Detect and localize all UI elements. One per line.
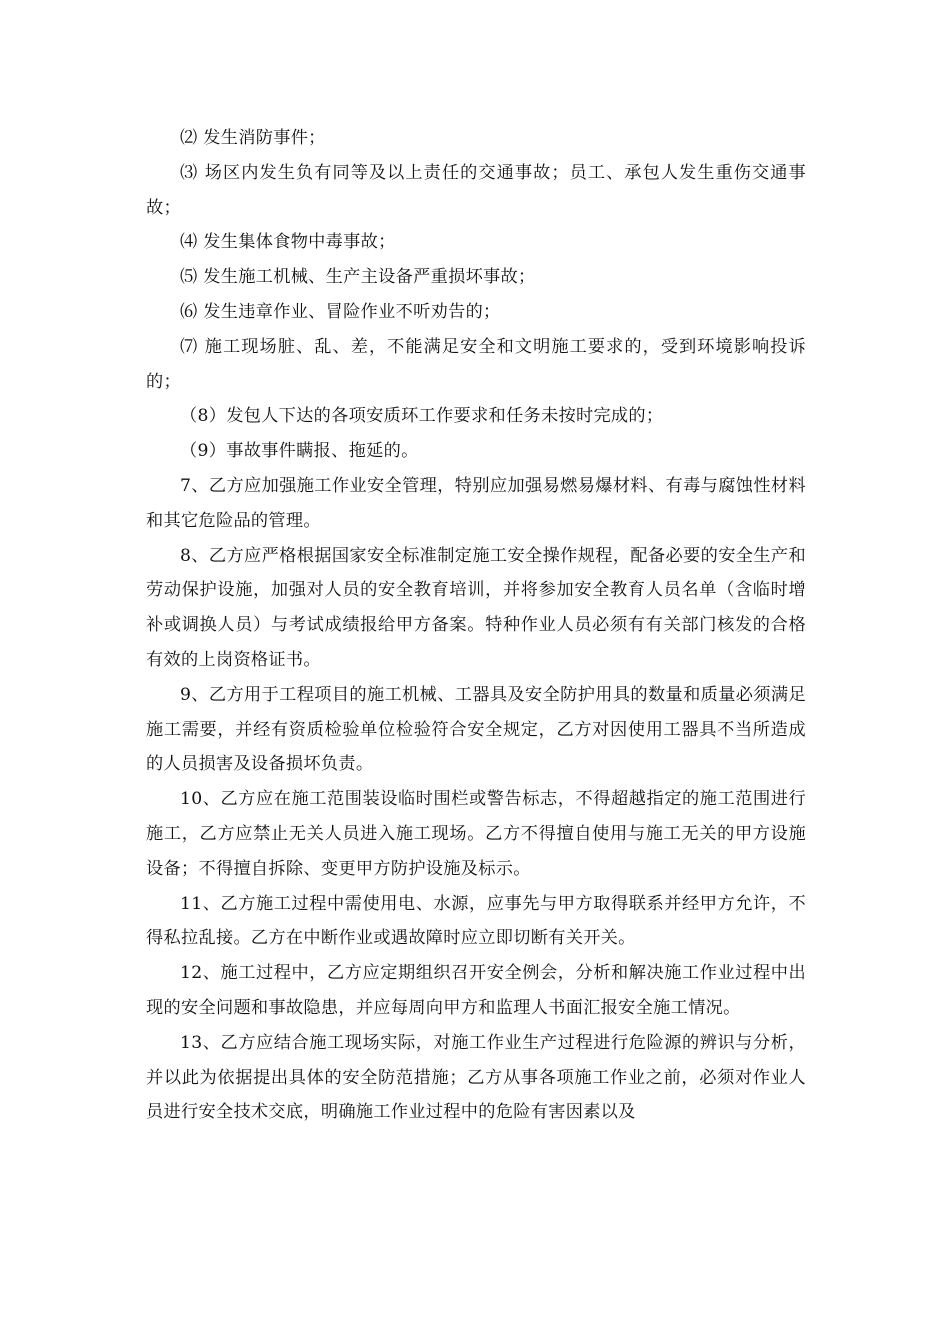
clause-11: 11、乙方施工过程中需使用电、水源，应事先与甲方取得联系并经甲方允许，不得私拉乱接。乙方在中断作业或遇故障时应立即切断有关开关。 bbox=[146, 893, 806, 949]
clause-12: 12、施工过程中，乙方应定期组织召开安全例会，分析和解决施工作业过程中出现的安全问题和事故隐患，并应每周向甲方和监理人书面汇报安全施工情况。 bbox=[146, 963, 806, 1018]
paragraph-item-7: ⑺ 施工现场脏、乱、差，不能满足安全和文明施工要求的，受到环境影响投诉的； bbox=[146, 336, 806, 392]
paragraph-item-4: ⑷ 发生集体食物中毒事故； bbox=[180, 232, 396, 253]
paragraph-item-9: （9）事故事件瞒报、拖延的。 bbox=[180, 441, 419, 462]
clause-9: 9、乙方用于工程项目的施工机械、工器具及安全防护用具的数量和质量必须满足施工需要，并经有资质检验单位检验符合安全规定，乙方对因使用工器具不当所造成的人员损害及设备损坏负责。 bbox=[146, 684, 806, 775]
document-body bbox=[146, 121, 806, 1130]
paragraph-item-8: （8）发包人下达的各项安质环工作要求和任务未按时完成的； bbox=[180, 406, 664, 427]
paragraph-item-2: ⑵ 发生消防事件； bbox=[180, 128, 326, 148]
paragraph-item-3: ⑶ 场区内发生负有同等及以上责任的交通事故；员工、承包人发生重伤交通事故； bbox=[146, 162, 806, 218]
paragraph-item-5: ⑸ 发生施工机械、生产主设备严重损坏事故； bbox=[180, 267, 536, 288]
clause-13: 13、乙方应结合施工现场实际，对施工作业生产过程进行危险源的辨识与分析，并以此为依据提出具体的安全防范措施；乙方从事各项施工作业之前，必须对作业人员进行安全技术交底，明确施工作业过程中的危险有害因素以及 bbox=[146, 1032, 806, 1123]
paragraph-item-6: ⑹ 发生违章作业、冒险作业不听劝告的； bbox=[180, 301, 501, 322]
clause-10: 10、乙方应在施工范围装设临时围栏或警告标志，不得超越指定的施工范围进行施工，乙方应禁止无关人员进入施工现场。乙方不得擅自使用与施工无关的甲方设施设备；不得擅自拆除、变更甲方防护设施及标示。 bbox=[146, 789, 806, 879]
clause-8: 8、乙方应严格根据国家安全标准制定施工安全操作规程，配备必要的安全生产和劳动保护设施，加强对人员的安全教育培训，并将参加安全教育人员名单（含临时增补或调换人员）与考试成绩报给甲方备案。特种作业人员必须有有关部门核发的合格有效的上岗资格证书。 bbox=[146, 545, 806, 670]
clause-7: 7、乙方应加强施工作业安全管理，特别应加强易燃易爆材料、有毒与腐蚀性材料和其它危险品的管理。 bbox=[146, 475, 806, 531]
